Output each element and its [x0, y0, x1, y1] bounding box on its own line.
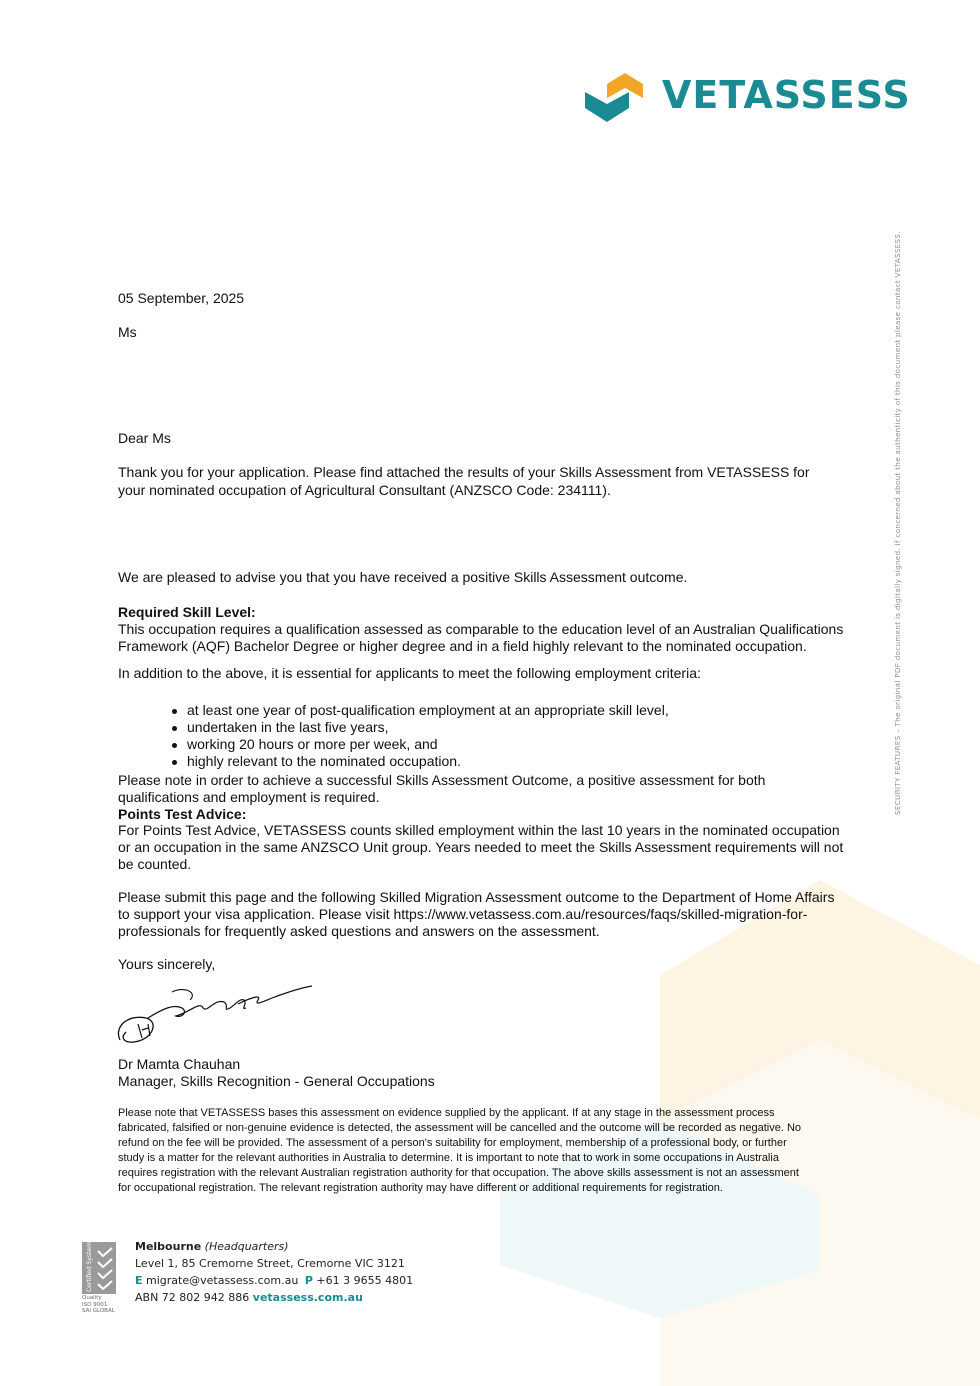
badge-line: ISO 9001 [82, 1301, 108, 1308]
disclaimer-line: study is a matter for the relevant authorities in Australia to determine. It is important to note that to work in some occupations in Australia [118, 1152, 779, 1164]
office-address: Level 1, 85 Cremorne Street, Cremorne VIC 3121 [135, 1257, 405, 1270]
submit-line-1: Please submit this page and the following Skilled Migration Assessment outcome to the Department of Home Affairs [118, 889, 835, 905]
closing: Yours sincerely, [118, 956, 216, 972]
note-line-2: qualifications and employment is required. [118, 789, 380, 805]
required-skill-heading: Required Skill Level: [118, 604, 256, 620]
list-item: at least one year of post-qualification employment at an appropriate skill level, [170, 702, 669, 719]
required-line-1: This occupation requires a qualification assessed as comparable to the education level of an Australian Qualifications [118, 621, 844, 637]
footer-contact [135, 1238, 413, 1306]
certification-badge [82, 1242, 116, 1318]
note-line-1: Please note in order to achieve a successful Skills Assessment Outcome, a positive assessment for both [118, 772, 766, 788]
security-features-strip: SECURITY FEATURES – The original PDF document is digitally signed. If concerned about the authenticity of this document please contact VETASSESS. [893, 231, 902, 815]
disclaimer-line: fabricated, falsified or non-genuine evidence is detected, the assessment will be cancelled and the outcome will be recorded as negative. No [118, 1122, 802, 1134]
checkmarks-icon [96, 1246, 114, 1290]
points-test-heading: Points Test Advice: [118, 806, 247, 822]
badge-graphic [82, 1242, 116, 1294]
office-name: Melbourne [135, 1240, 202, 1253]
phone-label: P [304, 1274, 313, 1287]
letter-recipient: Ms [118, 324, 137, 340]
employment-criteria-list [170, 702, 669, 770]
handwritten-signature [112, 978, 322, 1056]
phone-number[interactable]: +61 3 9655 4801 [316, 1274, 414, 1287]
brand-name: VETASSESS [662, 73, 911, 117]
points-line-2: or an occupation in the same ANZSCO Unit group. Years needed to meet the Skills Assessment requirements will not [118, 839, 844, 855]
website-link[interactable]: vetassess.com.au [252, 1291, 363, 1304]
required-line-2: Framework (AQF) Bachelor Degree or higher degree and in a field highly relevant to the nominated occupation. [118, 638, 807, 654]
disclaimer-line: for occupational registration. The relevant registration authority may have different or additional requirements for registration. [118, 1182, 723, 1194]
criteria-intro: In addition to the above, it is essential for applicants to meet the following employment criteria: [118, 665, 701, 681]
badge-line: SAI GLOBAL [82, 1308, 115, 1314]
submit-line-3: professionals for frequently asked questions and answers on the assessment. [118, 923, 600, 939]
intro-line-2: your nominated occupation of Agricultural Consultant (ANZSCO Code: 234111). [118, 482, 611, 498]
points-line-1: For Points Test Advice, VETASSESS counts skilled employment within the last 10 years in the nominated occupation [118, 822, 840, 838]
email-link[interactable]: migrate@vetassess.com.au [146, 1274, 299, 1287]
disclaimer-line: Please note that VETASSESS bases this assessment on evidence supplied by the applicant. If at any stage in the assessment process [118, 1107, 775, 1119]
office-note: (Headquarters) [204, 1240, 289, 1253]
letter-salutation: Dear Ms [118, 430, 171, 446]
signatory-name: Dr Mamta Chauhan [118, 1056, 241, 1072]
disclaimer-paragraph [118, 1106, 868, 1196]
list-item: highly relevant to the nominated occupation. [170, 753, 669, 770]
submit-line-2: to support your visa application. Please visit https://www.vetassess.com.au/resources/faqs/skilled-migration-for- [118, 906, 808, 922]
list-item: undertaken in the last five years, [170, 719, 669, 736]
abn: ABN 72 802 942 886 [135, 1291, 250, 1304]
points-line-3: be counted. [118, 856, 192, 872]
badge-line: Quality [82, 1295, 102, 1301]
positive-outcome: We are pleased to advise you that you have received a positive Skills Assessment outcome. [118, 569, 688, 585]
intro-line-1: Thank you for your application. Please find attached the results of your Skills Assessment from VETASSESS for [118, 464, 810, 480]
list-item: working 20 hours or more per week, and [170, 736, 669, 753]
email-label: E [135, 1274, 143, 1287]
disclaimer-line: refund on the fee will be provided. The assessment of a person's suitability for employment, membership of a professional body, or further [118, 1137, 787, 1149]
badge-title: Certified System [86, 1242, 93, 1292]
signatory-title: Manager, Skills Recognition - General Occupations [118, 1073, 435, 1089]
letter-date: 05 September, 2025 [118, 290, 245, 306]
vetassess-logo-icon [583, 70, 645, 126]
disclaimer-line: requires registration with the relevant Australian registration authority for that occupation. The above skills assessment is not an assessment [118, 1167, 799, 1179]
